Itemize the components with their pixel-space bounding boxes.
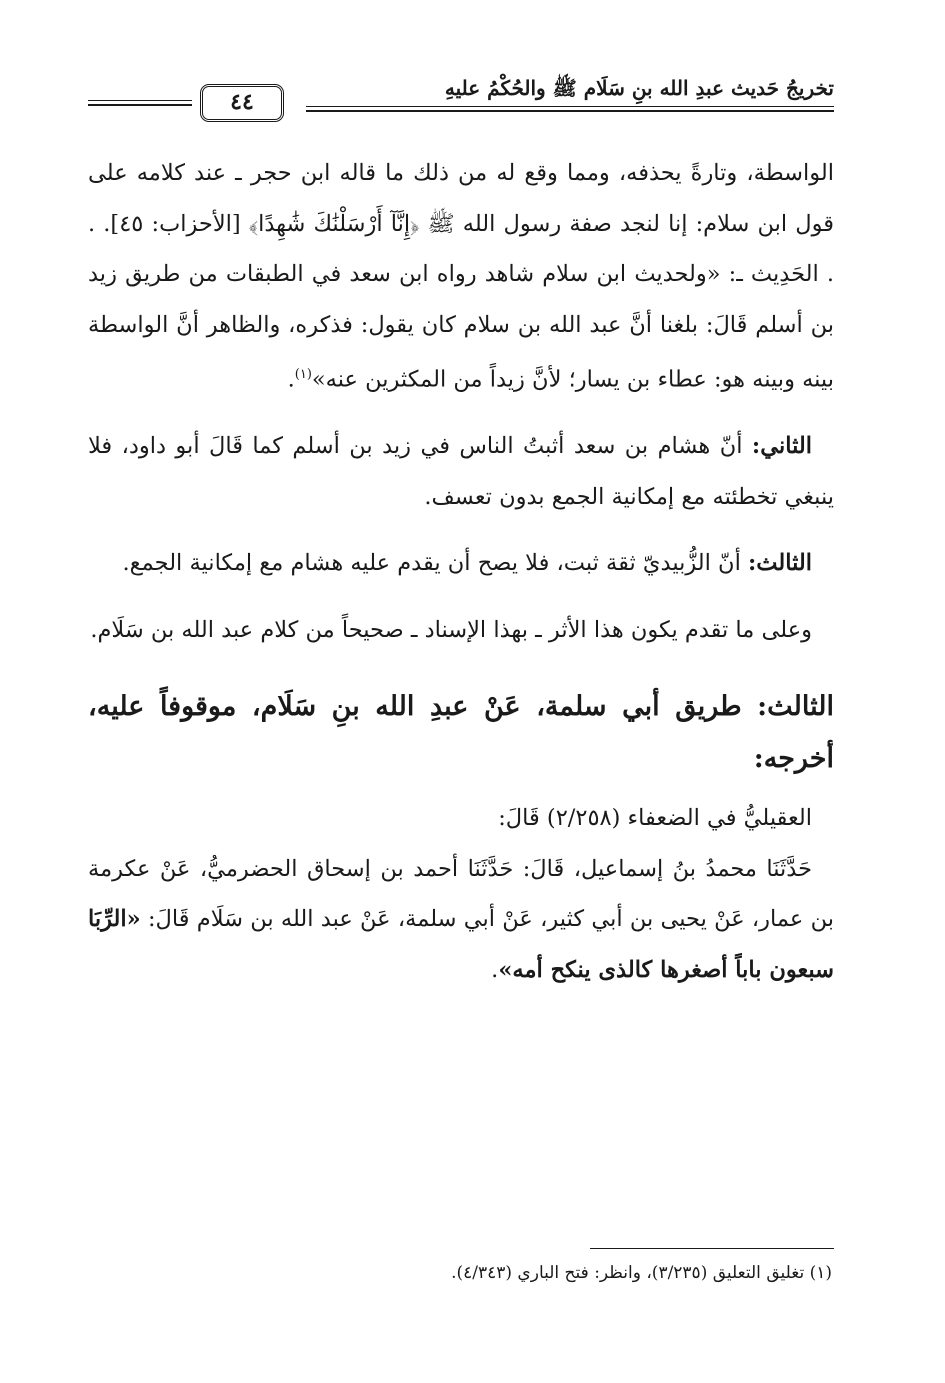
paragraph-tail: . <box>287 366 295 393</box>
section-heading: الثالث: طريق أبي سلمة، عَنْ عبدِ الله بنِ سَلَام، موقوفاً عليه، أخرجه: <box>88 691 834 774</box>
source-line: العقيليُّ في الضعفاء (٢/٢٥٨) قَالَ: <box>498 805 812 831</box>
paragraph-lead: الثالث: <box>747 550 812 576</box>
paragraph <box>88 421 834 522</box>
paragraph-lead: الثاني: <box>751 433 812 459</box>
hadith-quote: «الرِّبَا سبعون باباً أصغرها كالذى ينكح أمه» <box>88 906 834 983</box>
page-number: ٤٤ <box>200 84 284 122</box>
paragraph-text: الواسطة، وتارةً يحذفه، ومما وقع له من ذلك ما قاله ابن حجر ـ عند كلامه على قول ابن سلام: إنا لنجد صفة رسول الله ﷺ ﴿إِنَّآ أَرْسَلْنَٰكَ شَٰهِدًا﴾ [الأحزاب: ٤٥]. . . الحَدِيث ـ: «ولحديث ابن سلام شاهد رواه ابن سعد في الطبقات من طريق زيد بن أسلم قَالَ: بلغنا أنَّ عبد الله بن سلام كان يقول: فذكره، والظاهر أنَّ الواسطة بينه وبينه هو: عطاء بن يسار؛ لأنَّ زيداً من المكثرين عنه» <box>88 160 834 393</box>
page-body <box>88 148 834 995</box>
paragraph-text: أنّ الزُّبيديّ ثقة ثبت، فلا يصح أن يقدم عليه هشام مع إمكانية الجمع. <box>122 550 741 576</box>
header-rule <box>88 104 192 106</box>
header-rule <box>88 100 192 101</box>
footnote-separator <box>590 1248 834 1249</box>
paragraph <box>88 148 834 405</box>
footnote: (١) تغليق التعليق (٣/٢٣٥)، وانظر: فتح الباري (٤/٣٤٣). <box>451 1263 832 1283</box>
paragraph <box>88 605 834 656</box>
header-rule <box>306 106 834 107</box>
running-header <box>88 62 834 124</box>
paragraph-text: أنّ هشام بن سعد أثبتُ الناس في زيد بن أسلم كما قَالَ أبو داود، فلا ينبغي تخطئته مع إمكانية الجمع بدون تعسف. <box>88 433 834 510</box>
footnote-reference: (١) <box>294 367 312 382</box>
paragraph <box>88 538 834 589</box>
paragraph-text: وعلى ما تقدم يكون هذا الأثر ـ بهذا الإسناد ـ صحيحاً من كلام عبد الله بن سَلَام. <box>90 616 812 643</box>
hadith-paragraph <box>88 844 834 996</box>
hadith-chain: حَدَّثَنَا محمدُ بنُ إسماعيل، قَالَ: حَدَّثَنَا أحمد بن إسحاق الحضرميُّ، عَنْ عكرمة بن عمار، عَنْ يحيى بن أبي كثير، عَنْ أبي سلمة، عَنْ عبد الله بن سَلَام قَالَ: <box>88 855 834 932</box>
book-page <box>88 62 834 1362</box>
header-rule <box>306 110 834 112</box>
header-title: تخريجُ حَديث عبدِ الله بنِ سَلَام ﷺ والحُكْمُ عليهِ <box>444 76 834 100</box>
hadith-tail: . <box>491 956 499 983</box>
